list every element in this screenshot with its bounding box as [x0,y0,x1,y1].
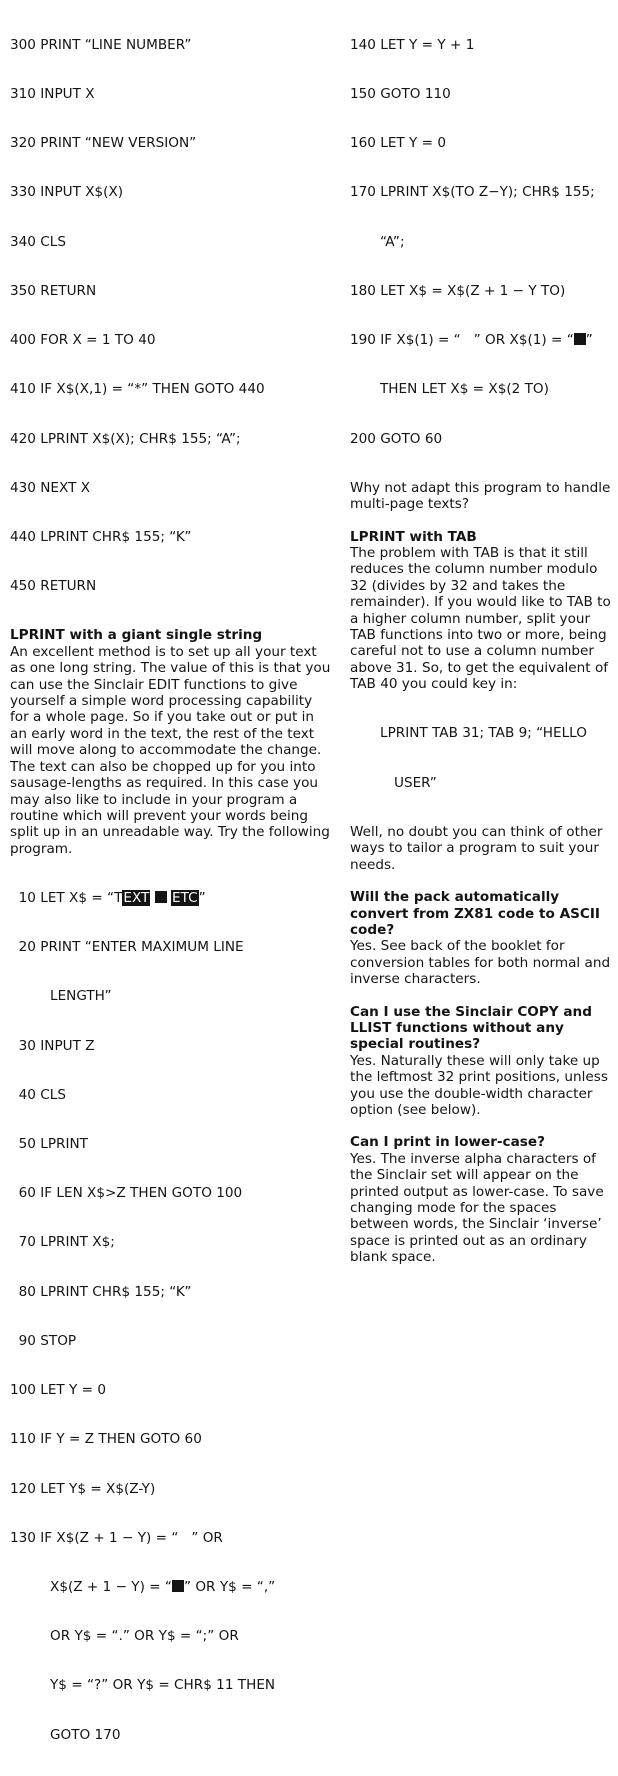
tab-code [350,693,612,824]
code-line-continuation: “A”; [380,233,405,250]
question-copy-llist: Can I use the Sinclair COPY and LLIST functions without any special routines? [350,1003,592,1053]
code-text: ” [585,332,593,349]
paragraph-tab: The problem with TAB is that it still reduces the column number modulo 32 (divides by 32 and takes the remainder). If you would like to TAB to a higher column number, split your TAB functions into two or more, being careful not to use a column number above 31. So, to get the equivalent of TAB 40 you could key in: [350,545,611,693]
code-line-continuation [10,1579,332,1595]
section-heading-giant-string: LPRINT with a giant single string [10,627,263,644]
code-line: 140 LET Y = Y + 1 [350,36,475,53]
program-listing-1 [10,4,332,627]
code-line-190 [350,332,612,348]
question-ascii: Will the pack automatically convert from ZX81 code to ASCII code? [350,889,600,938]
code-line: 100 LET Y = 0 [10,1382,107,1399]
code-line: 200 GOTO 60 [350,430,443,447]
code-text: ” [198,889,206,906]
section-heading-tab: LPRINT with TAB [350,528,477,545]
code-line: 50 LPRINT [10,1136,88,1153]
left-column [10,4,332,1776]
right-column [350,4,612,1266]
code-line: 40 CLS [10,1086,66,1103]
inverse-space-block [172,1580,184,1592]
code-line-continuation: USER” [394,774,437,791]
code-line: 170 LPRINT X$(TO Z−Y); CHR$ 155; [350,184,595,201]
paragraph-tailor: Well, no doubt you can think of other ways to tailor a program to suit your needs. [350,823,603,873]
answer-ascii: Yes. See back of the booklet for conversion tables for both normal and inverse characters. [350,938,611,988]
code-line: 420 LPRINT X$(X); CHR$ 155; “A”; [10,430,241,447]
answer-lower-case: Yes. The inverse alpha characters of the Sinclair set will appear on the printed output as lower-case. To save changing mode for the spaces between words, the Sinclair ‘inverse’ space is printed out as an ordinary blank space. [350,1150,604,1266]
code-line: 340 CLS [10,233,66,250]
code-line: 400 FOR X = 1 TO 40 [10,332,156,349]
code-line: 30 INPUT Z [10,1037,95,1054]
answer-copy-llist: Yes. Naturally these will only take up the leftmost 32 print positions, unless you use the double-width character option (see below). [350,1052,608,1118]
code-line: 430 NEXT X [10,479,91,496]
code-line: 90 STOP [10,1332,77,1349]
code-line: LPRINT TAB 31; TAB 9; “HELLO [380,725,587,742]
code-line: 110 IF Y = Z THEN GOTO 60 [10,1431,202,1448]
inverse-space-block [155,891,167,903]
code-line: 310 INPUT X [10,86,95,103]
code-text: 190 IF X$(1) = “ ” OR X$(1) = “ [350,332,574,349]
code-line: 70 LPRINT X$; [10,1234,115,1251]
inverse-space-block [574,333,586,345]
code-line-10 [10,890,332,906]
code-text: 10 LET X$ = “T [10,889,123,906]
code-line: 440 LPRINT CHR$ 155; “K” [10,529,192,545]
code-line: 300 PRINT “LINE NUMBER” [10,36,192,53]
inverse-text: ETC [172,889,198,906]
code-line-continuation: GOTO 170 [50,1726,121,1743]
paragraph-adapt: Why not adapt this program to handle multi-page texts? [350,479,611,513]
code-line: 180 LET X$ = X$(Z + 1 − Y TO) [350,282,566,299]
code-line: 350 RETURN [10,282,97,299]
program-listing-3 [350,4,612,480]
code-line: 330 INPUT X$(X) [10,184,124,201]
code-line: 150 GOTO 110 [350,86,451,103]
code-text: X$(Z + 1 − Y) = “ [50,1579,172,1595]
program-listing-2 [10,857,332,1776]
code-line: 410 IF X$(X,1) = “*” THEN GOTO 440 [10,381,265,398]
code-line-continuation: OR Y$ = “.” OR Y$ = “;” OR [50,1628,239,1645]
inverse-text: EXT [123,889,150,906]
code-line: 450 RETURN [10,578,97,595]
question-lower-case: Can I print in lower-case? [350,1134,545,1151]
code-line: 20 PRINT “ENTER MAXIMUM LINE [10,939,244,956]
paragraph-giant-string: An excellent method is to set up all your text as one long string. The value of this is that you can use the Sinclair EDIT functions to give yourself a simple word processing capability for a whole page. So if you take out or put in an early word in the text, the rest of the text will move along to accommodate the change. The text can also be chopped up for you into sausage-lengths as required. In this case you may also like to include in your program a routine which will prevent your words being split up in an unreadable way. Try the following program. [10,643,331,857]
code-line: 320 PRINT “NEW VERSION” [10,135,197,152]
code-line: 60 IF LEN X$>Z THEN GOTO 100 [10,1185,243,1202]
code-line: 120 LET Y$ = X$(Z-Y) [10,1480,156,1497]
code-text: ” OR Y$ = “,” [183,1579,276,1595]
code-line-continuation: LENGTH” [50,988,112,1005]
code-line: 160 LET Y = 0 [350,135,447,152]
code-line: 80 LPRINT CHR$ 155; “K” [10,1283,192,1300]
code-line: 130 IF X$(Z + 1 − Y) = “ ” OR [10,1529,223,1546]
code-line-continuation: THEN LET X$ = X$(2 TO) [380,381,549,398]
code-line-continuation: Y$ = “?” OR Y$ = CHR$ 11 THEN [50,1677,276,1694]
